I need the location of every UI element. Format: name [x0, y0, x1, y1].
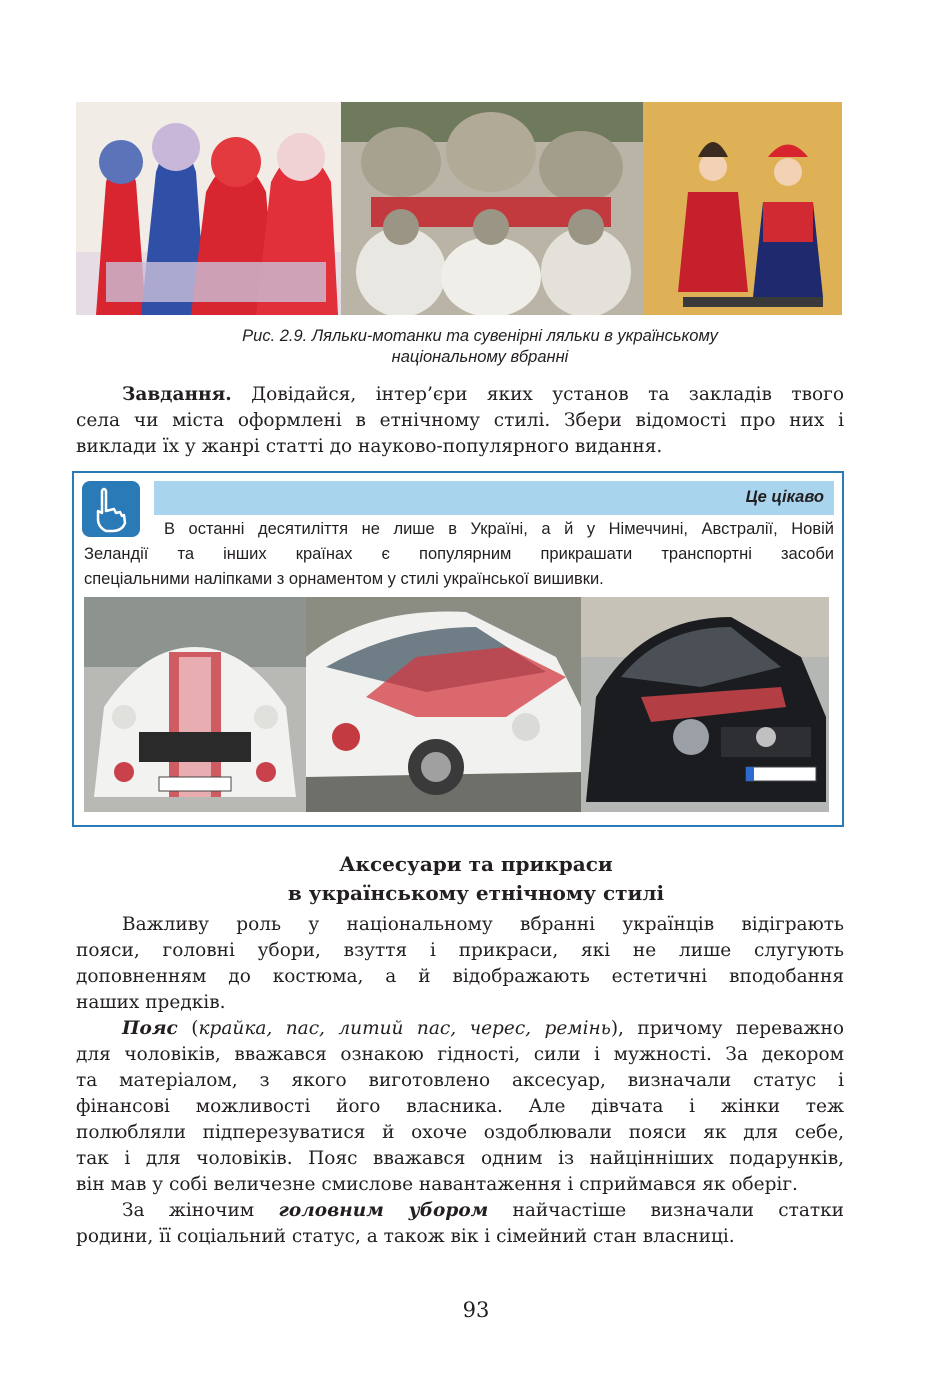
figure-caption	[120, 326, 840, 368]
fact-line-3: спеціальними наліпками з орнаментом у стилі української вишивки.	[84, 570, 604, 588]
paragraph-headwear	[76, 1198, 844, 1250]
p2-line-7: він мав у собі величезне смислове навантаження і сприймався як оберіг.	[76, 1174, 798, 1195]
task-label: Завдання.	[122, 384, 232, 405]
fact-line-1: В останні десятиліття не лише в Україні, а й у Німеччині, Австралії, Новій	[164, 520, 834, 538]
interesting-fact-title: Це цікаво	[745, 488, 824, 506]
section-heading-line-2: в українському етнічному стилі	[287, 881, 665, 905]
paragraph-belt	[76, 1016, 844, 1198]
page-number: 93	[462, 1298, 490, 1322]
photo-car-white-side	[306, 597, 581, 812]
interesting-fact-text	[84, 517, 834, 592]
fact-line-2: Зеландії та інших країнах є популярним прикрашати транспортні засоби	[84, 545, 834, 563]
p3-line-1: За жіночим головним убором найчастіше визначали статки	[122, 1200, 845, 1221]
p1-line-3: доповненням до костюма, а й відображають естетичні вподобання	[76, 966, 844, 987]
task-paragraph	[76, 382, 844, 460]
p2-line-6: так і для чоловіків. Пояс вважався одним із найцінніших подарунків,	[76, 1148, 844, 1169]
photo-souvenir-dolls	[643, 102, 842, 315]
paragraph-role-of-accessories	[76, 912, 844, 1016]
task-line-3: виклади їх у жанрі статті до науково-популярного видання.	[76, 436, 663, 457]
p1-line-2: пояси, головні убори, взуття і прикраси, які не лише слугують	[76, 940, 844, 961]
photo-car-black	[581, 597, 829, 812]
interesting-fact-box	[72, 471, 844, 827]
belt-term: Пояс	[122, 1018, 178, 1039]
task-line-1: Завдання. Довідайся, інтер’єри яких установ та закладів твого	[122, 384, 844, 405]
caption-line-2: національному вбранні	[391, 348, 569, 366]
photo-motanka-dolls-colorful	[76, 102, 341, 315]
p2-line-5: полюбляли підперезуватися й охоче оздоблювали пояси як для себе,	[76, 1122, 844, 1143]
caption-line-1: Рис. 2.9. Ляльки-мотанки та сувенірні ляльки в українському	[242, 327, 718, 345]
p3-line-2: родини, її соціальний статус, а також вік і сімейний стан власниці.	[76, 1226, 735, 1247]
p1-line-4: наших предків.	[76, 992, 226, 1013]
headwear-term: головним убором	[278, 1200, 489, 1221]
section-heading-line-1: Аксесуари та прикраси	[339, 852, 613, 876]
p2-line-4: фінансові можливості його власника. Але дівчата і жінки теж	[76, 1096, 844, 1117]
task-line-2: села чи міста оформлені в етнічному стилі. Збери відомості про них і	[76, 410, 844, 431]
photo-car-white-front	[84, 597, 306, 812]
p1-line-1: Важливу роль у національному вбранні українців відіграють	[122, 914, 844, 935]
interesting-fact-header	[154, 481, 834, 515]
p2-line-3: та матеріалом, з якого виготовлено аксесуар, визначали статус і	[76, 1070, 844, 1091]
p2-line-2: для чоловіків, вважався ознакою гідності, сили і мужності. За декором	[76, 1044, 844, 1065]
photo-motanka-dolls-linen	[341, 102, 643, 315]
section-heading	[120, 850, 832, 908]
p2-line-1: Пояс (крайка, пас, литий пас, черес, ремінь), причому переважно	[122, 1018, 844, 1039]
belt-synonyms: крайка, пас, литий пас, черес, ремінь	[198, 1018, 611, 1039]
